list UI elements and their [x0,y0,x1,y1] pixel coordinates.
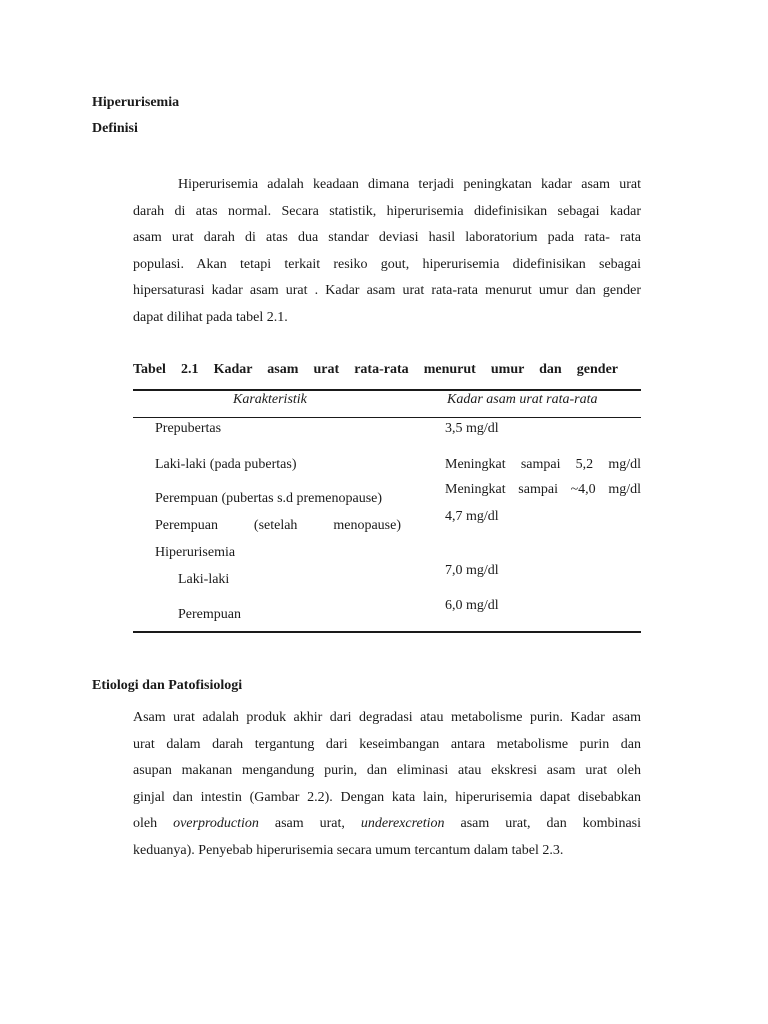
paragraph-line: keduanya). Penyebab hiperurisemia secara umum tercantum dalam tabel 2.3. [133,842,564,858]
paragraph-line: ginjal dan intestin (Gambar 2.2). Dengan kata lain, hiperurisemia dapat disebabkan [133,789,641,805]
text-run: asam urat, dan kombinasi [460,816,641,831]
table-header-rule [133,417,641,418]
table-caption: Tabel 2.1 Kadar asam urat rata-rata menurut umur dan gender [133,362,618,377]
paragraph-line: dapat dilihat pada tabel 2.1. [133,309,288,325]
paragraph-line: Hiperurisemia adalah keadaan dimana terjadi peningkatan kadar asam urat [178,177,641,192]
section-title: Hiperurisemia [92,95,180,110]
table-cell-value: Meningkat sampai ~4,0 mg/dl [445,482,641,497]
term-underexcretion: underexcretion [360,816,445,831]
etiologi-paragraph [133,705,641,864]
table-top-rule [133,389,641,391]
table-cell-label: Laki-laki (pada pubertas) [155,457,297,472]
table-header-karakteristik: Karakteristik [233,392,307,407]
paragraph-line: hipersaturasi kadar asam urat . Kadar asam urat rata-rata menurut umur dan gender [133,283,641,298]
paragraph-line: asam urat darah di atas dua standar deviasi hasil laboratorium pada rata- rata [133,230,641,245]
term-overproduction: overproduction [173,816,259,831]
table-cell-value: 6,0 mg/dl [445,598,499,613]
paragraph-line: darah di atas normal. Secara statistik, hiperurisemia didefinisikan sebagai kadar [133,203,641,219]
subsection-title-definisi: Definisi [92,121,138,136]
table-cell-value: 7,0 mg/dl [445,563,499,578]
table-cell-label: Hiperurisemia [155,545,236,560]
table-cell-label: Perempuan [178,607,241,622]
subsection-title-etiologi: Etiologi dan Patofisiologi [92,678,243,693]
table-cell-label: Prepubertas [155,421,222,436]
paragraph-line: urat dalam darah tergantung dari keseimbangan antara metabolisme purin dan [133,736,641,752]
table-cell-label: Perempuan (pubertas s.d premenopause) [155,491,383,506]
table-cell-value: 4,7 mg/dl [445,509,499,524]
paragraph-line: Asam urat adalah produk akhir dari degradasi atau metabolisme purin. Kadar asam [133,710,641,725]
text-run: oleh [133,816,158,831]
table-bottom-rule [133,631,641,633]
text-run: asam urat, [274,816,345,831]
paragraph-line: populasi. Akan tetapi terkait resiko gout, hiperurisemia didefinisikan sebagai [133,256,641,272]
table-header-kadar: Kadar asam urat rata-rata [447,392,598,407]
definition-paragraph [133,172,641,331]
paragraph-line: asupan makanan mengandung purin, dan eliminasi atau ekskresi asam urat oleh [133,763,641,778]
paragraph-line [133,811,641,838]
table-cell-value: Meningkat sampai 5,2 mg/dl [445,457,641,472]
table-cell-label: Perempuan (setelah menopause) [155,518,401,533]
table-cell-label: Laki-laki [178,572,230,587]
table-cell-value: 3,5 mg/dl [445,421,499,436]
